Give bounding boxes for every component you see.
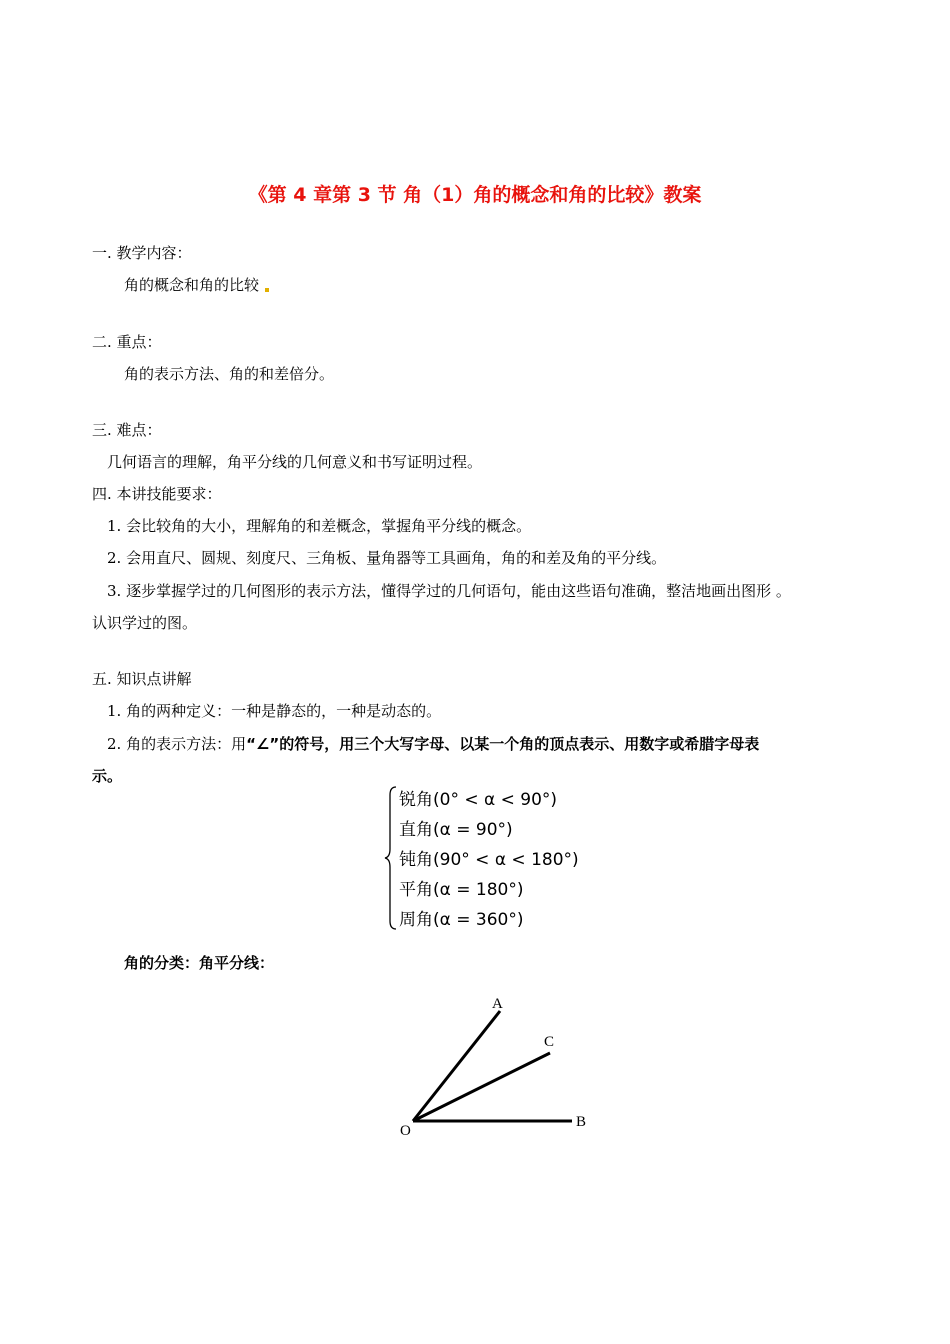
section-3-heading: 三. 难点： [92,421,162,439]
section-4-heading: 四. 本讲技能要求： [92,485,222,503]
document-title: 《第 4 章第 3 节 角（1）角的概念和角的比较》教案 [248,184,702,206]
section-4-item-3-cont: 认识学过的图。 [92,614,198,632]
section-2-body: 角的表示方法、角的和差倍分。 [124,365,335,383]
label-B: B [576,1114,587,1130]
section-2-heading: 二. 重点： [92,333,162,351]
angle-bisector-diagram [380,990,620,1150]
section-1-heading: 一. 教学内容： [92,244,192,262]
angle-classification [383,785,583,935]
section-5-item-1: 1. 角的两种定义：一种是静态的，一种是动态的。 [107,702,442,720]
classification-obtuse: 钝角(90° < α < 180°) [399,850,579,870]
classification-acute: 锐角(0° < α < 90°) [399,790,558,810]
section-5-item-2: 2. 角的表示方法：用“∠”的符号，用三个大写字母、以某一个角的顶点表示、用数字或希腊字母表 [107,735,760,753]
section-4-item-1: 1. 会比较角的大小，理解角的和差概念，掌握角平分线的概念。 [107,517,532,535]
section-3-body: 几何语言的理解，角平分线的几何意义和书写证明过程。 [107,453,483,471]
marker-dot [265,288,269,292]
label-O: O [400,1123,411,1139]
ray-OA [413,1011,500,1121]
classification-straight: 平角(α = 180°) [399,880,524,900]
label-C: C [544,1034,555,1050]
section-5-item-2-cont: 示。 [92,767,123,785]
classification-caption: 角的分类：角平分线： [124,954,275,972]
left-brace [383,785,399,931]
classification-right: 直角(α = 90°) [399,820,513,840]
section-4-item-3: 3. 逐步掌握学过的几何图形的表示方法，懂得学过的几何语句，能由这些语句准确，整洁地画出图形 。 [107,582,791,600]
ray-OC [413,1053,550,1121]
section-5-heading: 五. 知识点讲解 [92,670,192,688]
section-1-body: 角的概念和角的比较 [124,275,269,295]
classification-round: 周角(α = 360°) [399,910,524,930]
label-A: A [492,996,503,1012]
section-4-item-2: 2. 会用直尺、圆规、刻度尺、三角板、量角器等工具画角，角的和差及角的平分线。 [107,549,667,567]
